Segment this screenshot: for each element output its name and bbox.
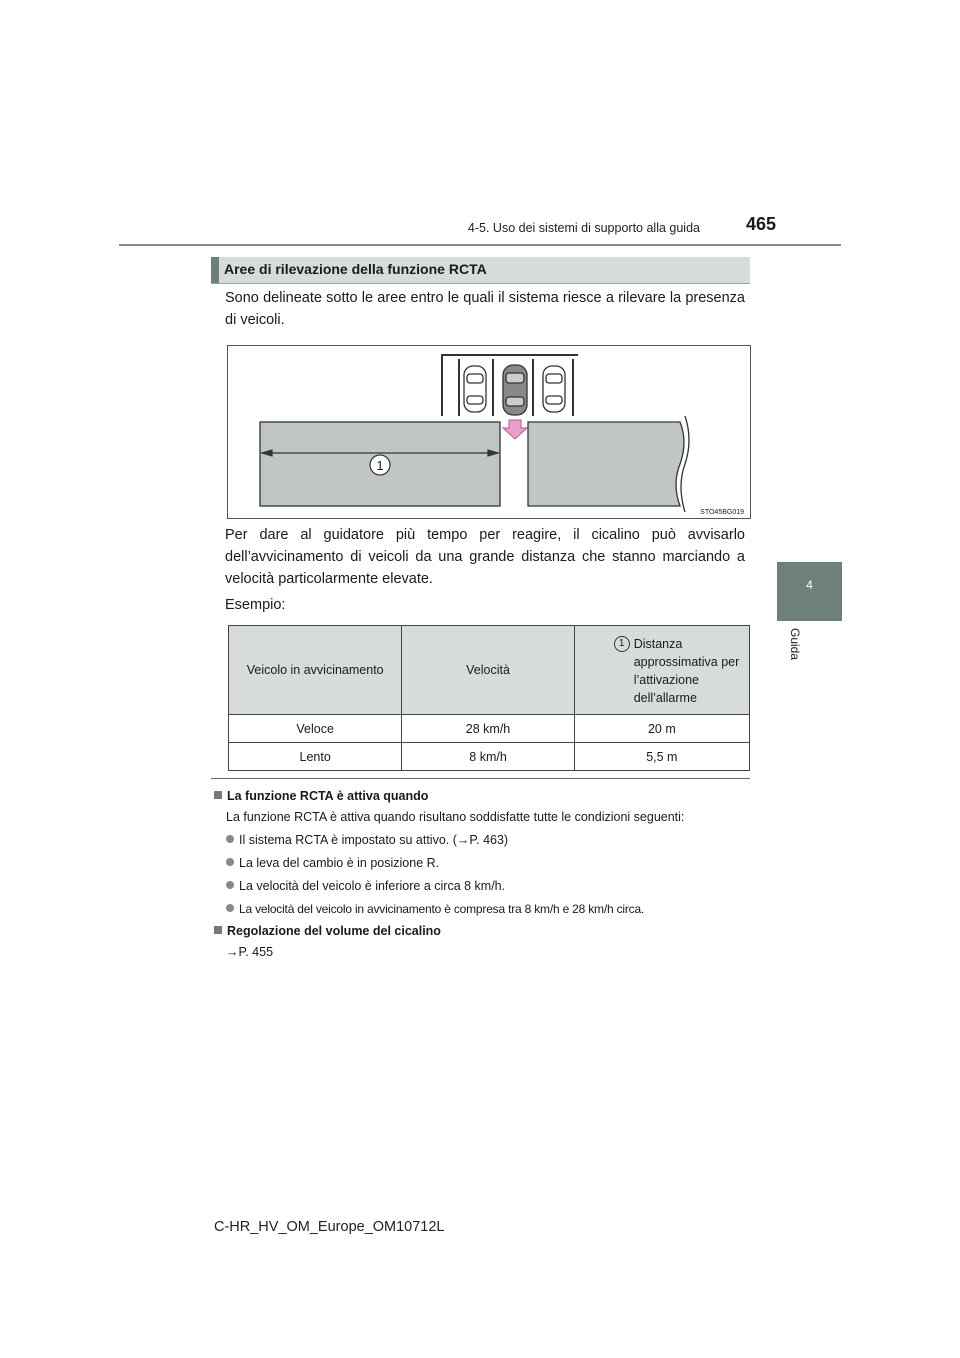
note-text: La funzione RCTA è attiva quando risultano soddisfatte tutte le condizioni seguenti:: [226, 810, 685, 824]
list-item: [226, 900, 766, 918]
document-code: C-HR_HV_OM_Europe_OM10712L: [214, 1219, 445, 1235]
page-reference: →P. 455: [226, 945, 274, 959]
table-cell: 28 km/h: [402, 715, 574, 743]
list-item: [226, 877, 766, 895]
parked-car-right-icon: [543, 366, 565, 412]
note-title-text: Regolazione del volume del cicalino: [227, 924, 441, 938]
section-heading-bar: [211, 257, 219, 283]
parked-car-left-icon: [464, 366, 486, 412]
table-header-cell: Velocità: [402, 626, 574, 715]
table-cell: 8 km/h: [402, 743, 574, 771]
detection-area-diagram: [228, 346, 750, 518]
table-row: [229, 715, 750, 743]
list-item-text: La velocità del veicolo è inferiore a circa 8 km/h.: [239, 879, 506, 893]
list-item-text: La velocità del veicolo in avvicinamento è compresa tra 8 km/h e 28 km/h circa.: [239, 902, 645, 916]
list-item: [226, 831, 766, 849]
distance-callout-number: 1: [376, 458, 384, 473]
table-cell: 5,5 m: [574, 743, 749, 771]
table-header-cell: [574, 626, 749, 715]
note-title-rcta-active: [214, 787, 754, 805]
figure-code: STO45BG019: [700, 509, 744, 516]
bullet-icon: [226, 858, 234, 866]
list-item: [226, 854, 766, 872]
reversing-car-icon: [503, 365, 527, 415]
table-header-distance: Distanza approssimativa per l’attivazione dell’allarme: [633, 637, 740, 705]
table-header-cell: Veicolo in avvicinamento: [229, 626, 402, 715]
square-bullet-icon: [214, 926, 222, 934]
detection-zone-right: [528, 422, 684, 506]
page-number: 465: [745, 214, 776, 234]
note-title-buzzer-volume: [214, 922, 754, 940]
chapter-label-text: Guida: [788, 628, 802, 661]
intro-paragraph: Sono delineate sotto le aree entro le quali il sistema riesce a rilevare la presenza di veicoli.: [225, 290, 745, 328]
list-item-text: La leva del cambio è in posizione R.: [239, 856, 440, 870]
running-header: 4-5. Uso dei sistemi di supporto alla guida: [467, 221, 700, 235]
table-row: [229, 743, 750, 771]
chapter-label: [786, 628, 806, 688]
bullet-icon: [226, 904, 234, 912]
notes-rule: [211, 778, 750, 779]
bullet-icon: [226, 881, 234, 889]
distance-callout-badge: 1: [614, 636, 630, 652]
table-cell: Lento: [229, 743, 402, 771]
detection-area-figure: [227, 345, 751, 519]
table-cell: Veloce: [229, 715, 402, 743]
table-cell: 20 m: [574, 715, 749, 743]
reverse-arrow-icon: [503, 420, 527, 439]
body-paragraph: Per dare al guidatore più tempo per reagire, il cicalino può avvisarlo dell’avvicinamento di veicoli da una grande distanza che stanno marciando a velocità particolarmente elevate.: [225, 527, 745, 587]
distance-table: [228, 625, 750, 771]
example-label: Esempio:: [225, 597, 286, 613]
square-bullet-icon: [214, 791, 222, 799]
bullet-icon: [226, 835, 234, 843]
chapter-number: 4: [806, 578, 813, 592]
header-rule: [119, 244, 841, 246]
note-title-text: La funzione RCTA è attiva quando: [227, 789, 429, 803]
section-heading: [211, 257, 750, 284]
list-item-text: Il sistema RCTA è impostato su attivo. (→P. 463): [239, 833, 509, 847]
table-header-row: [229, 626, 750, 715]
section-heading-text: Aree di rilevazione della funzione RCTA: [224, 261, 487, 277]
